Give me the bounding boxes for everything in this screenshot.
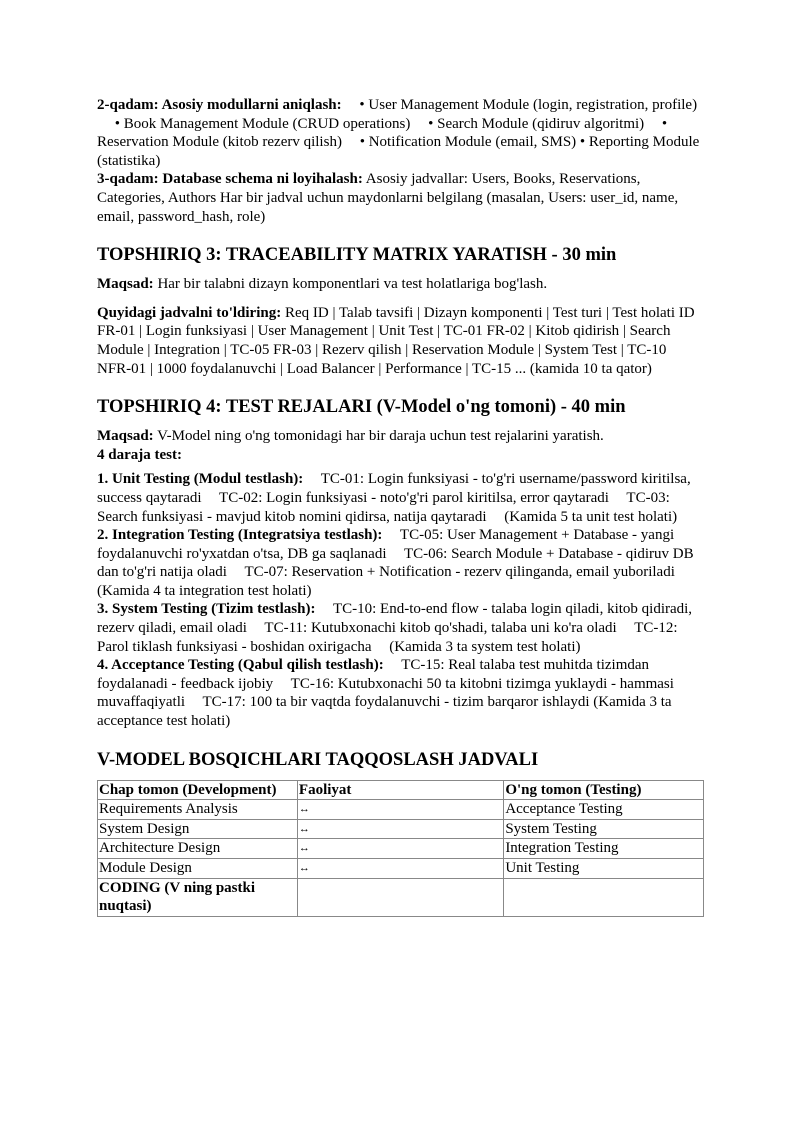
column-header: O'ng tomon (Testing) — [504, 780, 704, 800]
test-case: TC-11: Kutubxonachi kitob qo'shadi, talaba uni ko'ra oladi — [264, 620, 617, 637]
module-item: • Notification Module (email, SMS) — [359, 134, 577, 151]
bidirectional-arrow-icon: ↔ — [297, 839, 503, 859]
bidirectional-arrow-icon: ↔ — [297, 859, 503, 879]
table-cell: Unit Testing — [504, 859, 704, 879]
test-level-system — [97, 600, 704, 656]
column-header: Chap tomon (Development) — [98, 780, 298, 800]
table-cell — [504, 878, 704, 916]
table-cell: CODING (V ning pastki nuqtasi) — [98, 878, 298, 916]
module-item: • Reporting Module (statistika) — [97, 134, 700, 169]
test-level-acceptance — [97, 656, 704, 730]
test-case-note: (Kamida 3 ta system test holati) — [389, 638, 581, 655]
task3-goal — [97, 275, 704, 294]
table-cell: System Design — [98, 819, 298, 839]
table-cell: Architecture Design — [98, 839, 298, 859]
task4-goal — [97, 427, 704, 446]
task3-fill-label: Quyidagi jadvalni to'ldiring: — [97, 304, 282, 321]
table-cell: Requirements Analysis — [98, 800, 298, 820]
comparison-table — [97, 780, 704, 917]
test-level-title: 4. Acceptance Testing (Qabul qilish testlash): — [97, 657, 384, 674]
test-level-title: 2. Integration Testing (Integratsiya testlash): — [97, 527, 383, 544]
task4-heading: TOPSHIRIQ 4: TEST REJALARI (V-Model o'ng tomoni) - 40 min — [97, 397, 626, 418]
test-case: TC-05: User Management + Database - yangi foydalanuvchi ro'yxatdan o'tsa, DB ga saqlanadi — [97, 527, 675, 562]
table-cell: Module Design — [98, 859, 298, 879]
module-item: • Search Module (qidiruv algoritmi) — [428, 115, 645, 132]
table-row — [98, 859, 704, 879]
table-cell: Integration Testing — [504, 839, 704, 859]
task3-fill — [97, 304, 704, 378]
task3-heading: TOPSHIRIQ 3: TRACEABILITY MATRIX YARATISH - 30 min — [97, 245, 617, 266]
table-header-row — [98, 780, 704, 800]
test-case: TC-06: Search Module + Database - qidiruv DB dan to'g'ri natija oladi — [97, 545, 694, 581]
test-level-integration — [97, 526, 704, 600]
task4-levels-label — [97, 446, 704, 465]
bidirectional-arrow-icon: ↔ — [297, 819, 503, 839]
step2-paragraph — [97, 96, 704, 170]
test-case: TC-03: Search funksiyasi - mavjud kitob nomini qidirsa, natija qaytaradi — [97, 489, 670, 525]
table-row — [98, 819, 704, 839]
test-case-note: (Kamida 4 ta integration test holati) — [97, 582, 312, 599]
table-cell — [297, 878, 503, 916]
test-case: TC-10: End-to-end flow - talaba login qiladi, kitob qidiradi, rezerv qiladi, email oladi — [97, 601, 693, 637]
table-cell: System Testing — [504, 819, 704, 839]
test-level-unit — [97, 470, 704, 526]
task3-fill-text: Req ID | Talab tavsifi | Dizayn komponenti | Test turi | Test holati ID FR-01 | Login funksiyasi | User Management | Unit Test | TC-01 FR-02 | Kitob qidirish | Search Module | Integration | TC-05 FR-03 | Rezerv qilish | Reservation Module | System Test | TC-10 NFR-01 | 1000 foydalanuvchi | Load Balancer | Performance | TC-15 ... (kamida 10 ta qator) — [97, 304, 695, 377]
step3-text: Asosiy jadvallar: Users, Books, Reservations, Categories, Authors Har bir jadval uchun maydonlarni belgilang (masalan, Users: user_id, name, email, password_hash, role) — [97, 171, 679, 225]
test-case: TC-01: Login funksiyasi - to'g'ri username/password kiritilsa, success qaytaradi — [97, 471, 691, 506]
test-case: TC-02: Login funksiyasi - noto'g'ri parol kiritilsa, error qaytaradi — [219, 489, 609, 506]
task4-goal-text: V-Model ning o'ng tomonidagi har bir daraja uchun test rejalarini yaratish. — [157, 428, 604, 445]
task3-goal-text: Har bir talabni dizayn komponentlari va test holatlariga bog'lash. — [157, 276, 548, 293]
module-item: • User Management Module (login, registration, profile) — [359, 97, 698, 113]
test-level-title: 1. Unit Testing (Modul testlash): — [97, 471, 304, 488]
levels-label-text: 4 daraja test: — [97, 446, 182, 463]
step3-label: 3-qadam: Database schema ni loyihalash: — [97, 171, 363, 188]
test-case-note: (Kamida 5 ta unit test holati) — [504, 508, 678, 525]
test-case: TC-16: Kutubxonachi 50 ta kitobni tizimga yuklaydi - hammasi muvaffaqiyatli — [97, 675, 674, 711]
step2-label: 2-qadam: Asosiy modullarni aniqlash: — [97, 97, 342, 113]
table-row — [98, 878, 704, 916]
test-case-note: (Kamida 3 ta acceptance test holati) — [97, 694, 672, 730]
table-row — [98, 839, 704, 859]
step3-paragraph — [97, 170, 704, 226]
module-item: • Book Management Module (CRUD operations) — [114, 115, 411, 132]
module-item: • Reservation Module (kitob rezerv qilish) — [97, 115, 668, 151]
test-case: TC-07: Reservation + Notification - rezerv qilinganda, email yuboriladi — [244, 564, 675, 581]
task3-goal-label: Maqsad: — [97, 276, 154, 293]
document-page — [97, 96, 704, 917]
test-case: TC-17: 100 ta bir vaqtda foydalanuvchi - tizim barqaror ishlaydi — [202, 694, 590, 711]
column-header: Faoliyat — [297, 780, 503, 800]
bidirectional-arrow-icon: ↔ — [297, 800, 503, 820]
table-cell: Acceptance Testing — [504, 800, 704, 820]
test-case: TC-15: Real talaba test muhitda tizimdan foydalanadi - feedback ijobiy — [97, 657, 650, 692]
table-row — [98, 800, 704, 820]
comparison-heading: V-MODEL BOSQICHLARI TAQQOSLASH JADVALI — [97, 749, 539, 770]
test-case: TC-12: Parol tiklash funksiyasi - boshidan oxirigacha — [97, 620, 678, 655]
task4-goal-label: Maqsad: — [97, 428, 154, 445]
test-level-title: 3. System Testing (Tizim testlash): — [97, 601, 316, 618]
